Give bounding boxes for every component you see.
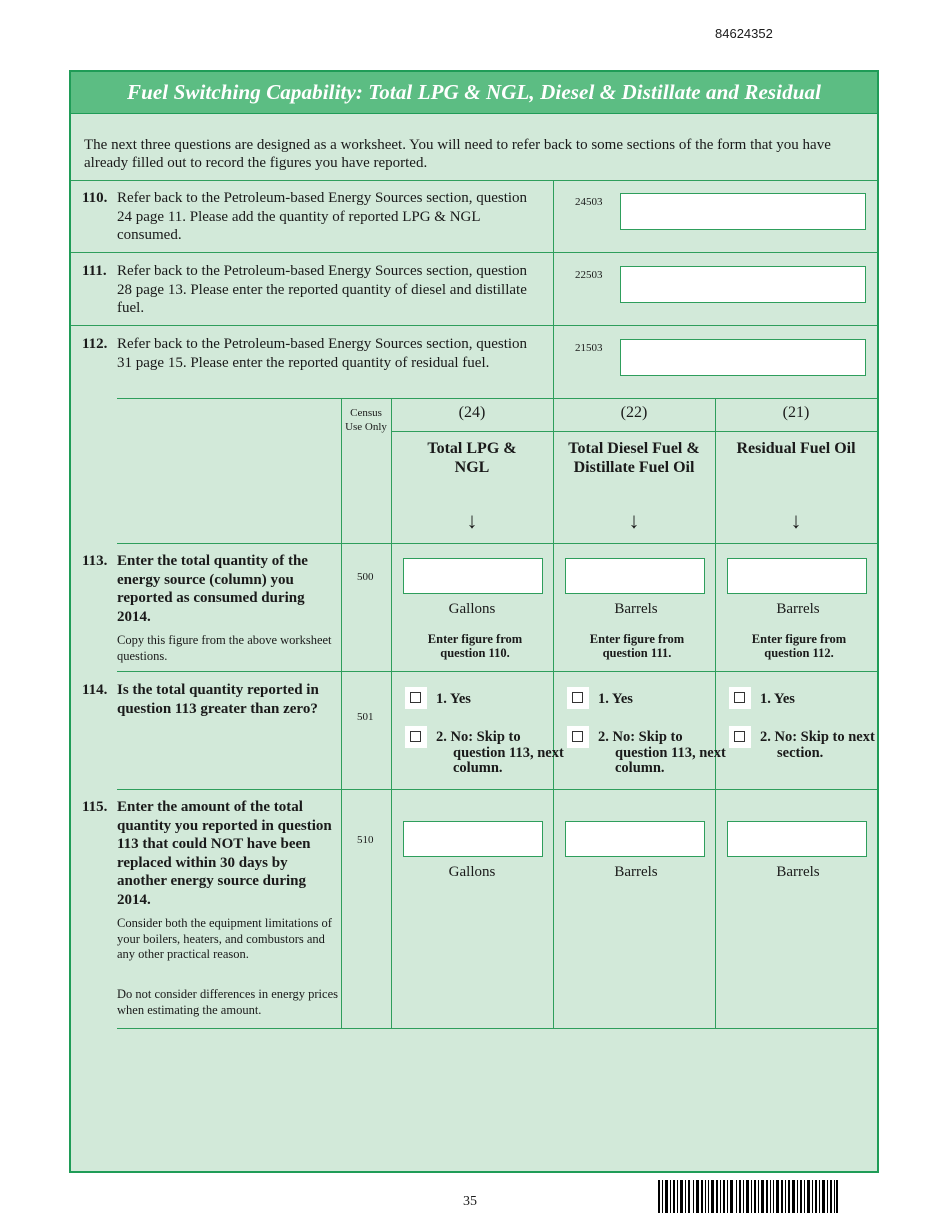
question-number: 113.: [82, 553, 108, 569]
q113-diesel-field[interactable]: [565, 558, 705, 594]
question-115: [82, 798, 340, 909]
item-code: 510: [357, 834, 374, 846]
fuel-switching-panel: [69, 70, 879, 1173]
unit-label: Barrels: [776, 601, 820, 617]
q115-residual-field[interactable]: [727, 821, 867, 857]
question-113: [82, 552, 340, 626]
down-arrow-icon: ↓: [466, 508, 478, 533]
divider: [117, 398, 877, 399]
q114-diesel-no-checkbox[interactable]: [567, 726, 589, 748]
instruction-text: Enter figure from question 111.: [589, 632, 685, 660]
question-text: Enter the amount of the total quantity you reported in question 113 that could NOT have been replaced within 30 days by another energy source during 2014.: [117, 799, 332, 908]
option-label: 2. No: Skip to question 113, next column.: [436, 729, 564, 776]
q113-residual-field[interactable]: [727, 558, 867, 594]
column-number-22: (22): [620, 404, 648, 421]
question-text: Refer back to the Petroleum-based Energy Sources section, question 24 page 11. Please add the quantity of reported LPG & NGL consumed.: [117, 190, 528, 243]
divider: [391, 431, 877, 432]
divider: [117, 543, 877, 544]
unit-label: Gallons: [448, 601, 496, 617]
column-number-21: (21): [782, 404, 810, 421]
question-number: 112.: [82, 336, 108, 352]
q115-diesel-field[interactable]: [565, 821, 705, 857]
question-110: [82, 189, 542, 245]
question-number: 110.: [82, 190, 108, 206]
question-text: Is the total quantity reported in question 113 greater than zero?: [117, 682, 319, 717]
column-heading-residual: Residual Fuel Oil: [736, 440, 856, 457]
divider: [341, 398, 342, 1028]
unit-label: Barrels: [776, 864, 820, 880]
question-text: Enter the total quantity of the energy source (column) you reported as consumed during 2014.: [117, 553, 308, 625]
question-note: Copy this figure from the above worksheet questions.: [117, 633, 332, 663]
question-111: [82, 262, 542, 318]
q111-entry-field[interactable]: [620, 266, 866, 303]
question-text: Refer back to the Petroleum-based Energy Sources section, question 28 page 13. Please enter the reported quantity of diesel and distillate fuel.: [117, 263, 528, 316]
divider: [71, 252, 877, 253]
option-label: 2. No: Skip to question 113, next column.: [598, 729, 726, 776]
q115-lpg-ngl-field[interactable]: [403, 821, 543, 857]
option-label: 1. Yes: [436, 691, 471, 707]
unit-label: Gallons: [448, 864, 496, 880]
title-divider: [71, 113, 877, 114]
down-arrow-icon: ↓: [628, 508, 640, 533]
unit-label: Barrels: [614, 864, 658, 880]
divider: [715, 398, 716, 1028]
form-code: 84624352: [715, 26, 773, 41]
question-number: 111.: [82, 263, 107, 279]
option-label: 1. Yes: [760, 691, 795, 707]
instruction-text: Enter figure from question 112.: [751, 632, 847, 660]
divider: [117, 671, 877, 672]
column-heading-diesel-distillate: Total Diesel Fuel & Distillate Fuel Oil: [568, 440, 700, 476]
divider: [553, 398, 554, 1028]
intro-text: The next three questions are designed as a worksheet. You will need to refer back to some sections of the form that you have already filled out to record the figures you have reported.: [84, 137, 831, 171]
question-note: Consider both the equipment limitations of your boilers, heaters, and combustors and any other practical reason.: [117, 916, 332, 961]
divider: [553, 180, 554, 398]
divider: [71, 180, 877, 181]
q114-lpg-no-checkbox[interactable]: [405, 726, 427, 748]
item-code: 21503: [575, 342, 603, 354]
section-title: Fuel Switching Capability: Total LPG & NGL, Diesel & Distillate and Residual: [71, 72, 877, 113]
barcode: [658, 1180, 838, 1213]
q112-entry-field[interactable]: [620, 339, 866, 376]
column-number-24: (24): [458, 404, 486, 421]
option-label: 2. No: Skip to next section.: [760, 729, 875, 761]
question-number: 115.: [82, 799, 108, 815]
q114-lpg-yes-checkbox[interactable]: [405, 687, 427, 709]
census-use-only-label: Census Use Only: [345, 407, 387, 433]
item-code: 22503: [575, 269, 603, 281]
item-code: 501: [357, 711, 374, 723]
question-note: Do not consider differences in energy prices when estimating the amount.: [117, 987, 338, 1017]
divider: [117, 1028, 877, 1029]
divider: [117, 789, 877, 790]
option-label: 1. Yes: [598, 691, 633, 707]
q114-residual-no-checkbox[interactable]: [729, 726, 751, 748]
question-text: Refer back to the Petroleum-based Energy Sources section, question 31 page 15. Please enter the reported quantity of residual fuel.: [117, 336, 528, 371]
item-code: 24503: [575, 196, 603, 208]
q110-entry-field[interactable]: [620, 193, 866, 230]
q113-lpg-ngl-field[interactable]: [403, 558, 543, 594]
item-code: 500: [357, 571, 374, 583]
column-heading-lpg-ngl: Total LPG & NGL: [427, 440, 517, 476]
question-112: [82, 335, 542, 372]
q114-residual-yes-checkbox[interactable]: [729, 687, 751, 709]
page-number: 35: [463, 1194, 477, 1209]
unit-label: Barrels: [614, 601, 658, 617]
divider: [391, 398, 392, 1028]
question-number: 114.: [82, 682, 108, 698]
question-114: [82, 681, 340, 718]
down-arrow-icon: ↓: [790, 508, 802, 533]
q114-diesel-yes-checkbox[interactable]: [567, 687, 589, 709]
instruction-text: Enter figure from question 110.: [427, 632, 523, 660]
divider: [71, 325, 877, 326]
